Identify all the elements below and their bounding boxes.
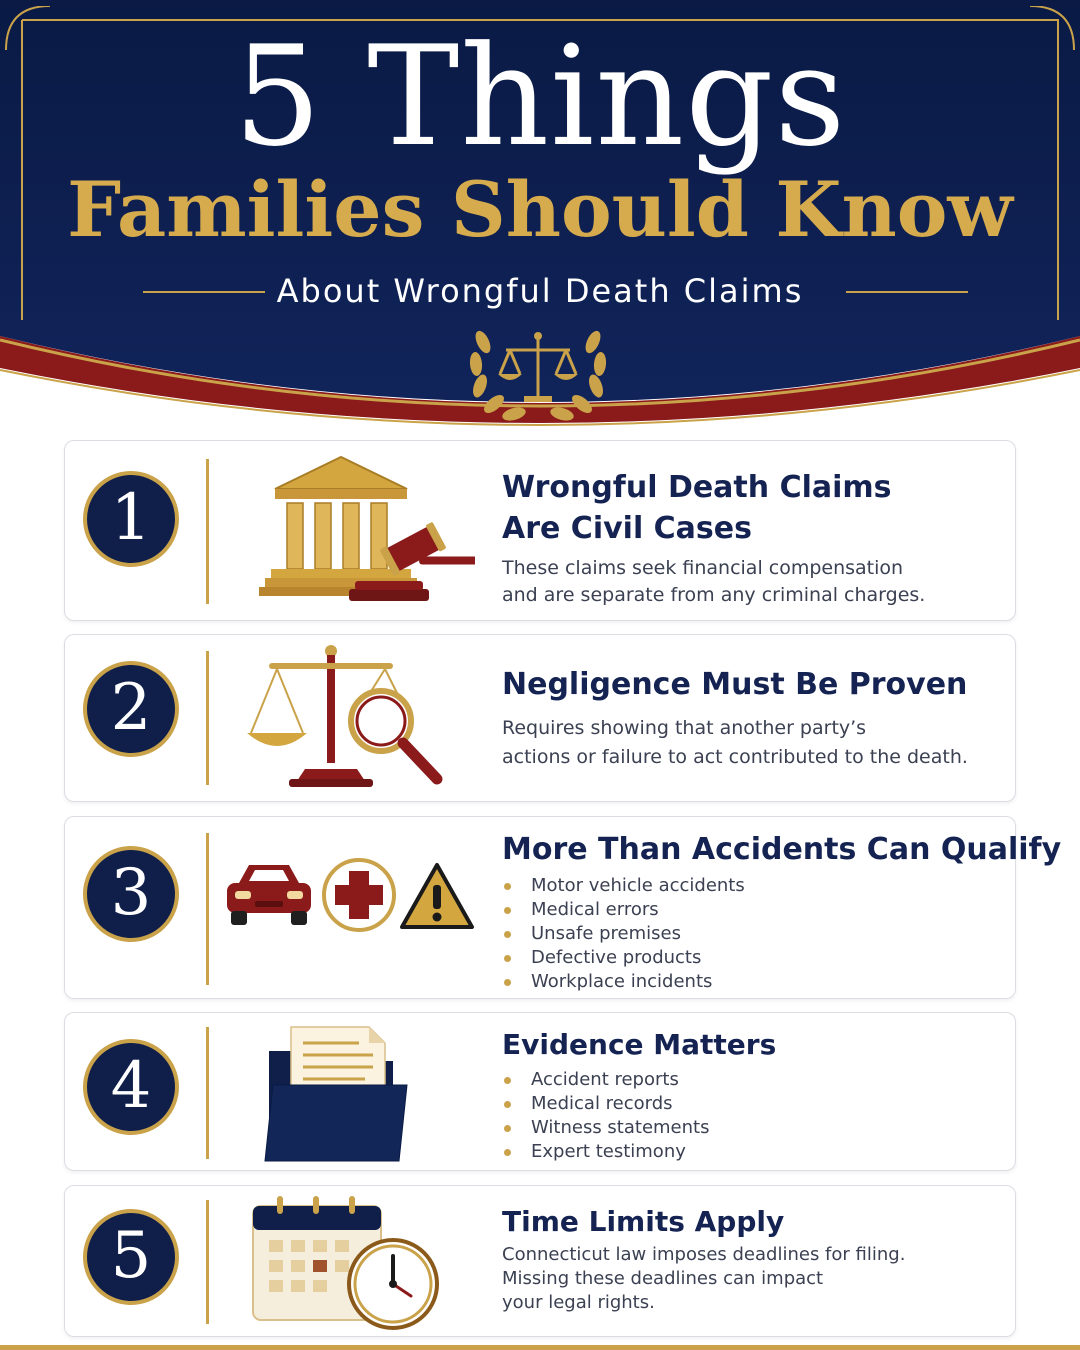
item-description-line: your legal rights.: [502, 1292, 655, 1313]
item-bullet-list: [502, 1068, 709, 1164]
item-description-line: Requires showing that another party’s: [502, 717, 867, 739]
item-number-badge: 2: [83, 661, 179, 757]
list-item: Defective products: [502, 946, 745, 970]
item-number-badge: 5: [83, 1209, 179, 1305]
divider: [206, 833, 209, 985]
item-description-line: These claims seek financial compensation: [502, 557, 904, 579]
item-card-2: [64, 634, 1016, 802]
divider: [206, 459, 209, 604]
list-item: Medical errors: [502, 898, 745, 922]
footer-rule: [0, 1345, 1080, 1350]
item-number-badge: 1: [83, 471, 179, 567]
list-item: Medical records: [502, 1092, 709, 1116]
item-card-5: [64, 1185, 1016, 1337]
courthouse-gavel-icon: [255, 451, 475, 611]
subtitle: About Wrongful Death Claims: [276, 272, 804, 310]
divider: [206, 1027, 209, 1159]
item-title: Time Limits Apply: [502, 1205, 785, 1238]
warning-icon: [397, 859, 477, 933]
list-item: Accident reports: [502, 1068, 709, 1092]
title-line-1: 5 Things: [233, 16, 847, 177]
header-banner: [0, 0, 1080, 460]
list-item: Workplace incidents: [502, 970, 745, 994]
item-description-line: Connecticut law imposes deadlines for filing.: [502, 1244, 906, 1265]
item-description-line: Missing these deadlines can impact: [502, 1268, 824, 1289]
medical-cross-icon: [319, 855, 399, 935]
calendar-clock-icon: [251, 1192, 451, 1336]
divider: [206, 1200, 209, 1324]
item-title-line: Wrongful Death Claims: [502, 470, 892, 505]
list-item: Witness statements: [502, 1116, 709, 1140]
item-title-line: Are Civil Cases: [502, 511, 752, 546]
item-card-3: [64, 816, 1062, 999]
list-item: Motor vehicle accidents: [502, 874, 745, 898]
scales-magnifier-icon: [241, 641, 451, 793]
folder-document-icon: [261, 1021, 421, 1165]
subtitle-rule-right: [846, 291, 968, 293]
item-bullet-list: [502, 874, 745, 994]
item-title: Negligence Must Be Proven: [502, 667, 968, 702]
item-title: Evidence Matters: [502, 1028, 777, 1061]
item-title: More Than Accidents Can Qualify: [502, 832, 1062, 867]
list-item: Expert testimony: [502, 1140, 709, 1164]
item-description-line: and are separate from any criminal charges.: [502, 584, 926, 606]
item-number-badge: 4: [83, 1039, 179, 1135]
item-number-badge: 3: [83, 846, 179, 942]
item-card-1: [64, 440, 1016, 621]
list-item: Unsafe premises: [502, 922, 745, 946]
car-icon: [221, 855, 317, 935]
item-description-line: actions or failure to act contributed to the death.: [502, 746, 968, 768]
title-line-2: Families Should Know: [67, 165, 1013, 254]
divider: [206, 651, 209, 785]
item-card-4: [64, 1012, 1016, 1171]
